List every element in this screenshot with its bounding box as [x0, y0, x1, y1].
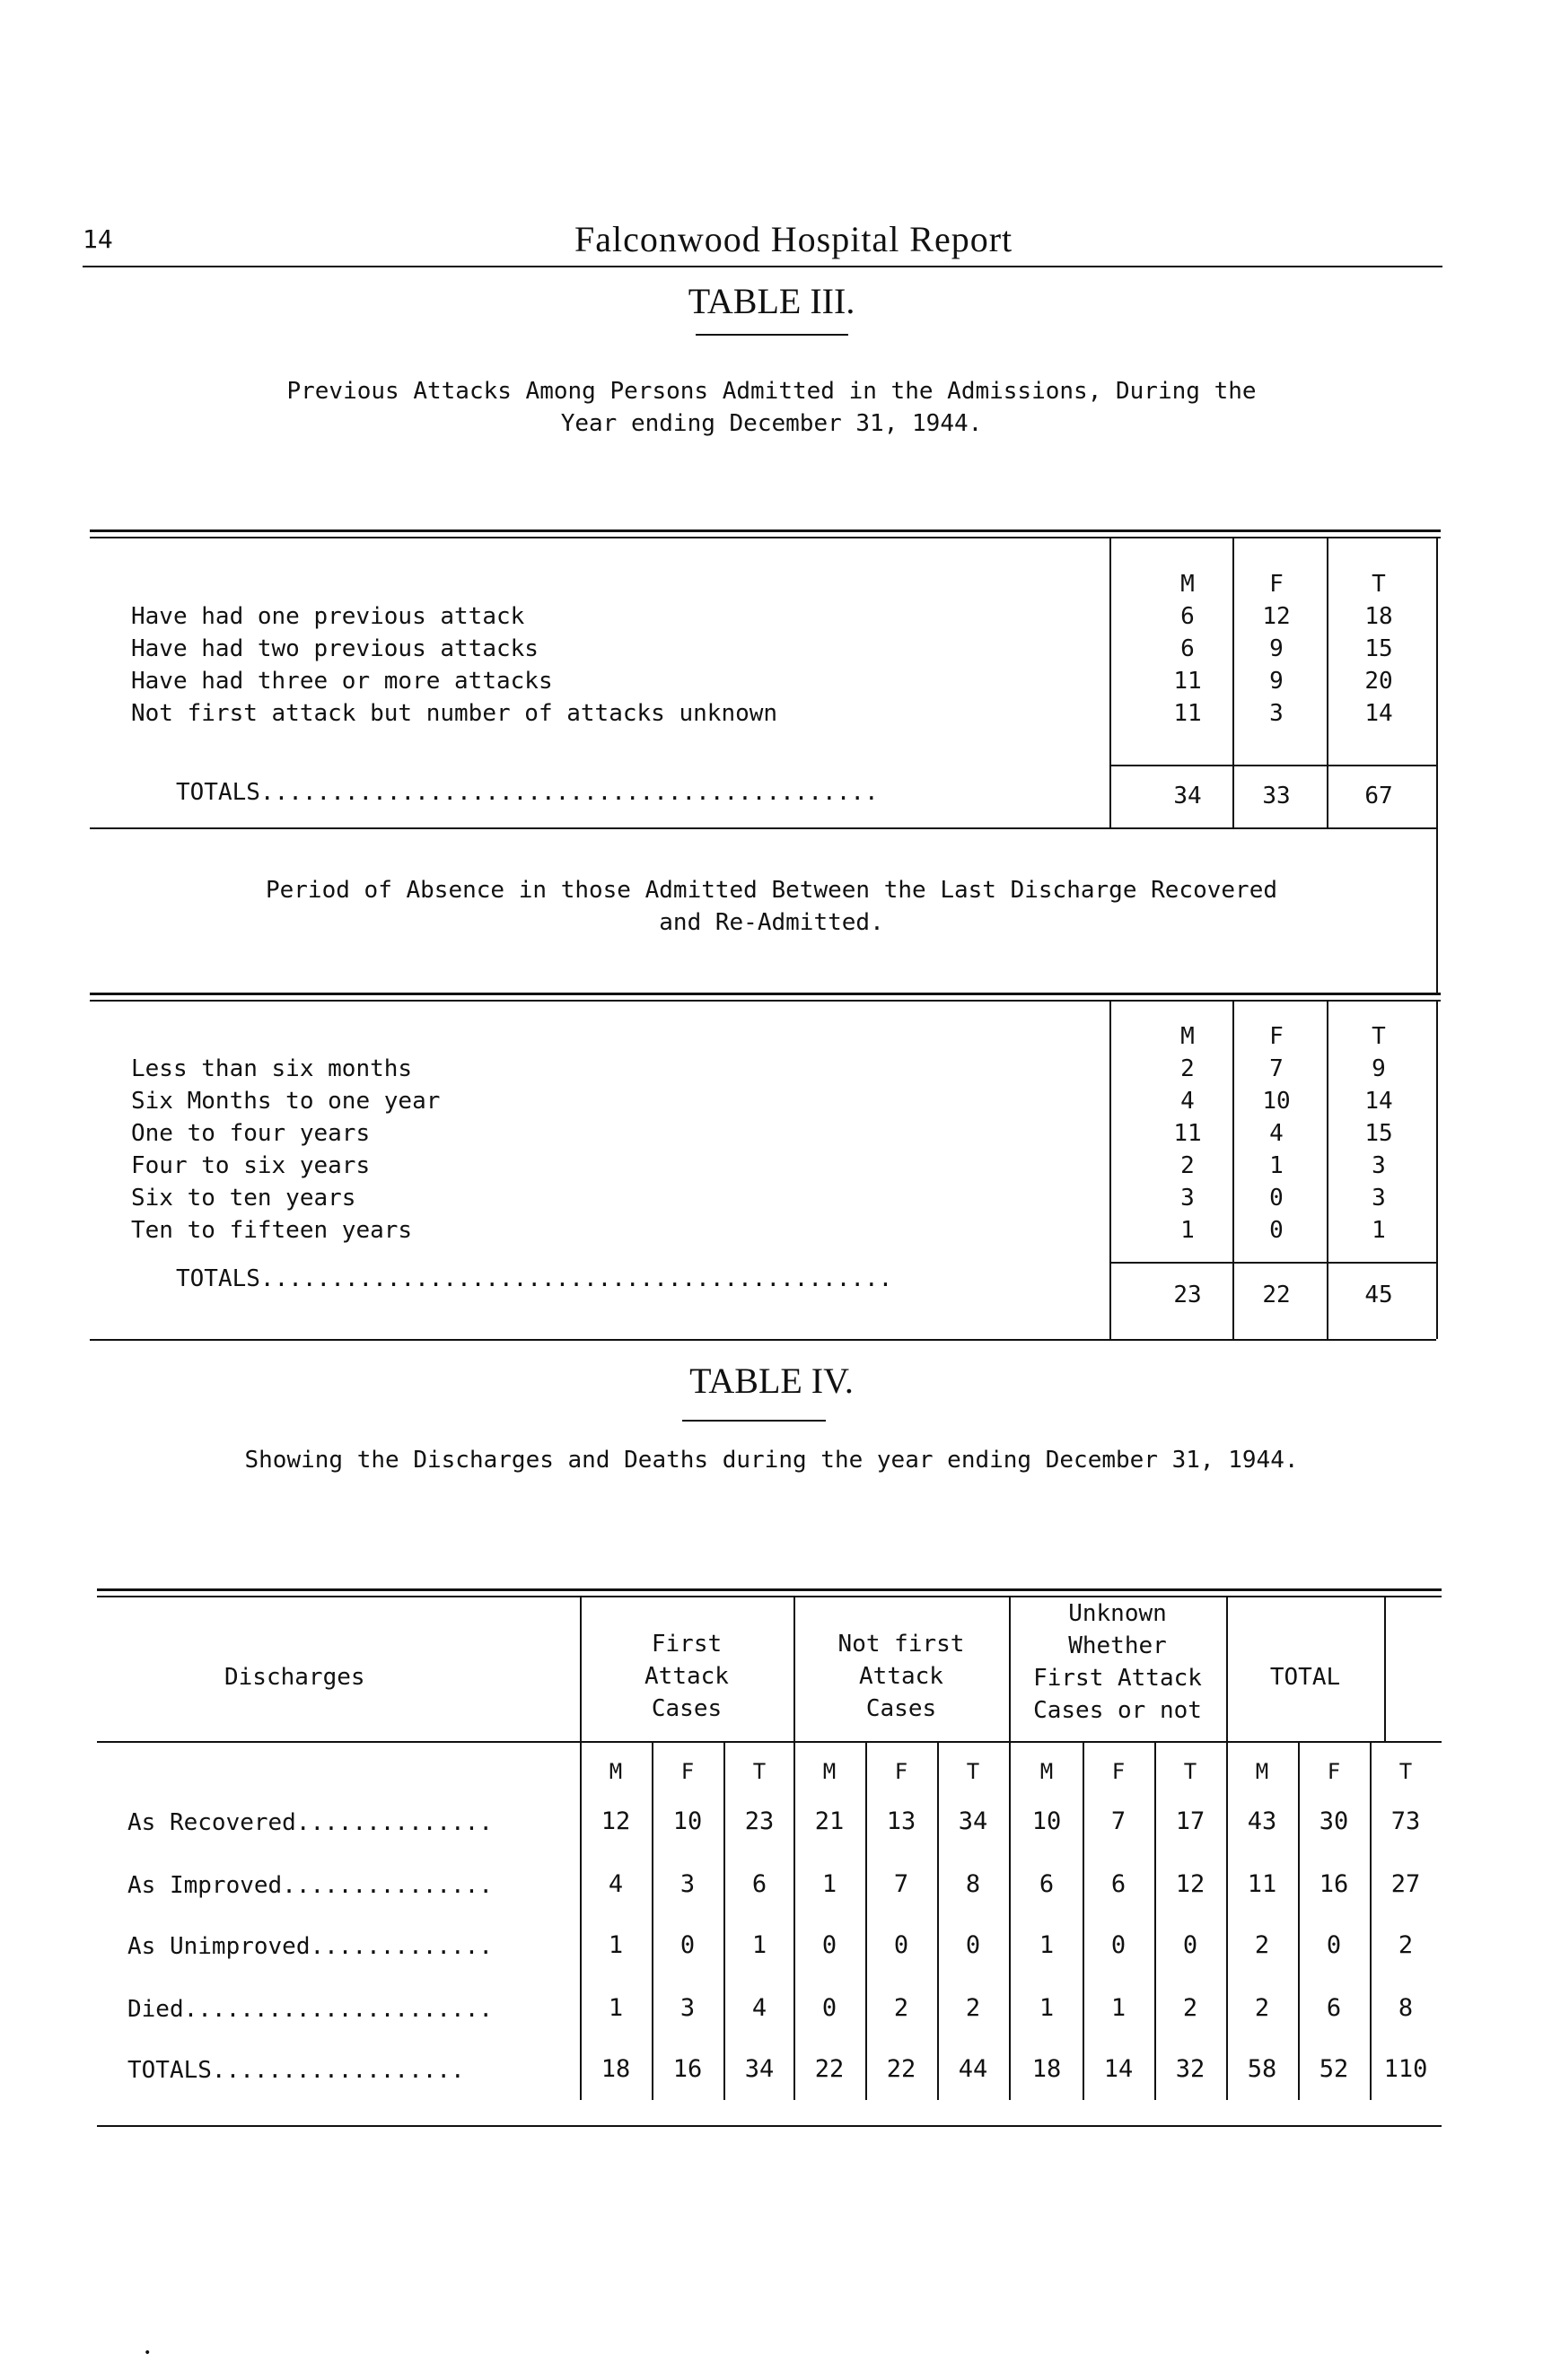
table4-title-rule [682, 1420, 826, 1422]
cell-t: 14 [1364, 700, 1393, 727]
row-label: Have had one previous attack [131, 603, 525, 630]
row-label-text: As Recovered [127, 1809, 296, 1836]
absence-top-double-rule-2 [90, 1000, 1441, 1002]
table-cell: 58 [1247, 2055, 1277, 2083]
group-header-line: Whether [1068, 1632, 1167, 1659]
table4-subcol-divider [865, 1743, 867, 2100]
table4-header-rule [97, 1741, 1442, 1743]
table3-col-divider [1232, 537, 1234, 827]
leader-dots: ...................... [183, 1996, 493, 2023]
table3-title-rule [696, 334, 848, 336]
cell-m: 11 [1173, 700, 1202, 727]
table4-subcol-divider [1083, 1743, 1084, 2100]
cell-m: 4 [1180, 1088, 1195, 1115]
sub-header-cell: F [1111, 1759, 1126, 1784]
table-cell: 0 [821, 1994, 837, 2022]
row-label-text: As Unimproved [127, 1933, 311, 1960]
group-header-line: TOTAL [1269, 1664, 1341, 1691]
group-header-line: Unknown [1068, 1600, 1167, 1627]
table-cell: 21 [814, 1807, 845, 1835]
absence-top-double-rule [90, 993, 1441, 995]
sub-header-cell: F [680, 1759, 695, 1784]
table-cell: 16 [1319, 1870, 1349, 1898]
table-cell: 6 [1326, 1994, 1342, 2022]
table4-subcol-divider [1370, 1743, 1372, 2100]
totals-leader-dots: ............................................ [259, 779, 879, 806]
discharges-header: Discharges [224, 1664, 365, 1691]
table-cell: 1 [821, 1870, 837, 1898]
table-cell: 2 [1254, 1931, 1270, 1959]
table4-subcol-divider [652, 1743, 653, 2100]
cell-t: 15 [1364, 1120, 1393, 1147]
table4-subcol-divider [1298, 1743, 1300, 2100]
row-label: Less than six months [131, 1055, 413, 1082]
table3-caption-line2: Year ending December 31, 1944. [560, 410, 983, 437]
table-cell: 6 [1110, 1870, 1127, 1898]
table-cell: 18 [601, 2055, 631, 2083]
cell-f: 1 [1269, 1152, 1284, 1179]
table4-caption: Showing the Discharges and Deaths during the year ending December 31, 1944. [244, 1447, 1299, 1474]
group-header-total [1226, 1664, 1384, 1691]
table-cell: 23 [744, 1807, 775, 1835]
sub-header-cell: M [1255, 1759, 1269, 1784]
group-header-line: Cases or not [1033, 1697, 1202, 1724]
cell-t: 67 [1364, 783, 1393, 809]
sub-header-cell: F [894, 1759, 908, 1784]
table3-col-divider [1109, 537, 1111, 827]
row-label-text: As Improved [127, 1872, 283, 1899]
row-label: Not first attack but number of attacks unknown [131, 700, 778, 727]
cell-m: 6 [1180, 635, 1195, 662]
row-label: Have had two previous attacks [131, 635, 539, 662]
cell-m: 23 [1173, 1282, 1202, 1308]
table-cell: 4 [751, 1994, 767, 2022]
cell-t: 9 [1372, 1055, 1386, 1082]
table-cell: 73 [1390, 1807, 1421, 1835]
group-header-line: First Attack [1033, 1665, 1202, 1692]
row-label [127, 1809, 493, 1836]
cell-m: 2 [1180, 1152, 1195, 1179]
table-cell: 27 [1390, 1870, 1421, 1898]
cell-t: 18 [1364, 603, 1393, 630]
table4-title: TABLE IV. [689, 1361, 854, 1401]
cell-t: 3 [1372, 1152, 1386, 1179]
table-cell: 10 [1031, 1807, 1062, 1835]
table-cell: 12 [1175, 1870, 1205, 1898]
table-cell: 34 [958, 1807, 988, 1835]
table3-header-m: M [1180, 571, 1195, 598]
table-cell: 1 [751, 1931, 767, 1959]
sub-header-cell: T [966, 1759, 980, 1784]
table4-subcol-divider [1154, 1743, 1156, 2100]
table3-header-f: F [1269, 571, 1284, 598]
table-cell: 17 [1175, 1807, 1205, 1835]
row-label [127, 1996, 493, 2023]
table-cell: 3 [679, 1994, 696, 2022]
table-cell: 8 [1398, 1994, 1414, 2022]
table-cell: 18 [1031, 2055, 1062, 2083]
table-cell: 3 [679, 1870, 696, 1898]
page-number: 14 [83, 224, 113, 254]
running-title: Falconwood Hospital Report [574, 219, 1013, 259]
row-label: Ten to fifteen years [131, 1217, 413, 1244]
table3-top-double-rule-2 [90, 537, 1441, 538]
absence-right-border [1436, 1000, 1438, 1339]
cell-m: 6 [1180, 603, 1195, 630]
table-cell: 34 [744, 2055, 775, 2083]
table-cell: 6 [751, 1870, 767, 1898]
absence-col-divider [1109, 1000, 1111, 1339]
table-cell: 1 [608, 1931, 624, 1959]
cell-t: 1 [1372, 1217, 1386, 1244]
table4-top-double-rule-2 [97, 1596, 1442, 1597]
table-cell: 0 [893, 1931, 909, 1959]
row-label: Have had three or more attacks [131, 668, 553, 695]
absence-col-divider [1327, 1000, 1328, 1339]
cell-f: 22 [1262, 1282, 1291, 1308]
absence-caption [0, 874, 1543, 939]
cell-f: 7 [1269, 1055, 1284, 1082]
table-cell: 2 [1398, 1931, 1414, 1959]
table3-col-divider [1327, 537, 1328, 827]
table-cell: 6 [1039, 1870, 1055, 1898]
table-cell: 13 [886, 1807, 916, 1835]
group-header-line: Cases [865, 1695, 937, 1722]
group-header-line: Cases [651, 1695, 723, 1722]
cell-t: 3 [1372, 1185, 1386, 1212]
sub-header-cell: F [1327, 1759, 1341, 1784]
row-label-text: Died [127, 1996, 184, 2023]
table-cell: 16 [672, 2055, 703, 2083]
sub-header-cell: M [822, 1759, 837, 1784]
table4-subcol-divider [723, 1743, 725, 2100]
table-cell: 52 [1319, 2055, 1349, 2083]
table3-caption-line1: Previous Attacks Among Persons Admitted in the Admissions, During the [286, 378, 1257, 405]
totals-leader-dots: ............................................. [259, 1265, 893, 1292]
sub-header-cell: T [1183, 1759, 1197, 1784]
table-cell: 0 [1110, 1931, 1127, 1959]
table-cell: 1 [1039, 1931, 1055, 1959]
cell-f: 3 [1269, 700, 1284, 727]
leader-dots: ............. [310, 1933, 493, 1960]
group-header-unknown [1009, 1597, 1226, 1727]
row-label-text: TOTALS [127, 2057, 212, 2084]
table3-totals-rule [1109, 765, 1436, 766]
table-cell: 30 [1319, 1807, 1349, 1835]
sub-header-cell: T [752, 1759, 767, 1784]
row-label: Six to ten years [131, 1185, 356, 1212]
cell-m: 3 [1180, 1185, 1195, 1212]
absence-header-f: F [1269, 1023, 1284, 1050]
absence-caption-line1: Period of Absence in those Admitted Between the Last Discharge Recovered [265, 877, 1278, 904]
absence-col-divider [1232, 1000, 1234, 1339]
table3-bottom-rule [90, 827, 1436, 829]
table-cell: 0 [679, 1931, 696, 1959]
table-cell: 2 [1254, 1994, 1270, 2022]
absence-header-m: M [1180, 1023, 1195, 1050]
table-cell: 0 [1326, 1931, 1342, 1959]
cell-f: 12 [1262, 603, 1291, 630]
table-cell: 43 [1247, 1807, 1277, 1835]
table-cell: 2 [1182, 1994, 1198, 2022]
cell-m: 11 [1173, 668, 1202, 695]
cell-m: 34 [1173, 783, 1202, 809]
table-cell: 0 [821, 1931, 837, 1959]
row-label: One to four years [131, 1120, 371, 1147]
table-cell: 22 [814, 2055, 845, 2083]
cell-m: 2 [1180, 1055, 1195, 1082]
table4-subcol-divider [937, 1743, 939, 2100]
table-cell: 10 [672, 1807, 703, 1835]
table-cell: 14 [1103, 2055, 1134, 2083]
totals-label-text: TOTALS [176, 779, 260, 806]
stray-mark: • [144, 2346, 152, 2360]
leader-dots: ............... [282, 1872, 493, 1899]
totals-label [176, 1265, 892, 1292]
cell-t: 15 [1364, 635, 1393, 662]
absence-bottom-rule [90, 1339, 1436, 1341]
group-header-line: Attack [859, 1663, 943, 1690]
sub-header-cell: M [609, 1759, 623, 1784]
leader-dots: .................. [211, 2057, 465, 2084]
row-label [127, 1933, 493, 1960]
table-cell: 12 [601, 1807, 631, 1835]
cell-f: 9 [1269, 635, 1284, 662]
absence-caption-line2: and Re-Admitted. [659, 909, 884, 936]
table-cell: 32 [1175, 2055, 1205, 2083]
cell-m: 1 [1180, 1217, 1195, 1244]
table3-caption [0, 375, 1543, 440]
row-label: Six Months to one year [131, 1088, 441, 1115]
totals-label [176, 779, 879, 806]
cell-t: 20 [1364, 668, 1393, 695]
cell-f: 4 [1269, 1120, 1284, 1147]
header-rule [83, 266, 1442, 267]
table3-top-double-rule [90, 529, 1441, 532]
leader-dots: .............. [295, 1809, 493, 1836]
absence-totals-rule [1109, 1262, 1436, 1264]
group-header-line: Attack [644, 1663, 729, 1690]
table-cell: 8 [965, 1870, 981, 1898]
sub-header-cell: T [1398, 1759, 1413, 1784]
table-cell: 11 [1247, 1870, 1277, 1898]
absence-header-t: T [1372, 1023, 1386, 1050]
table-cell: 7 [893, 1870, 909, 1898]
table-cell: 2 [965, 1994, 981, 2022]
cell-f: 0 [1269, 1185, 1284, 1212]
cell-m: 11 [1173, 1120, 1202, 1147]
totals-label-text: TOTALS [176, 1265, 260, 1292]
group-header-line: Not first [837, 1631, 965, 1658]
group-header-line: First [651, 1631, 723, 1658]
table-cell: 0 [1182, 1931, 1198, 1959]
table4-top-double-rule [97, 1588, 1442, 1591]
sub-header-cell: M [1039, 1759, 1054, 1784]
table4-col-divider [1384, 1597, 1386, 1741]
row-label: Four to six years [131, 1152, 371, 1179]
table4-bottom-rule [97, 2125, 1442, 2127]
row-label [127, 2057, 465, 2084]
table-cell: 4 [608, 1870, 624, 1898]
table-cell: 22 [886, 2055, 916, 2083]
table3-header-t: T [1372, 571, 1386, 598]
table-cell: 1 [1039, 1994, 1055, 2022]
cell-f: 0 [1269, 1217, 1284, 1244]
table-cell: 1 [1110, 1994, 1127, 2022]
cell-t: 45 [1364, 1282, 1393, 1308]
table-cell: 1 [608, 1994, 624, 2022]
row-label [127, 1872, 493, 1899]
cell-f: 9 [1269, 668, 1284, 695]
cell-f: 33 [1262, 783, 1291, 809]
group-header-first-attack [580, 1628, 793, 1725]
table-cell: 44 [958, 2055, 988, 2083]
table3-title: TABLE III. [688, 281, 855, 321]
group-header-not-first-attack [793, 1628, 1009, 1725]
table-cell: 2 [893, 1994, 909, 2022]
cell-f: 10 [1262, 1088, 1291, 1115]
table-cell: 7 [1110, 1807, 1127, 1835]
table-cell: 110 [1383, 2055, 1428, 2083]
cell-t: 14 [1364, 1088, 1393, 1115]
table-cell: 0 [965, 1931, 981, 1959]
